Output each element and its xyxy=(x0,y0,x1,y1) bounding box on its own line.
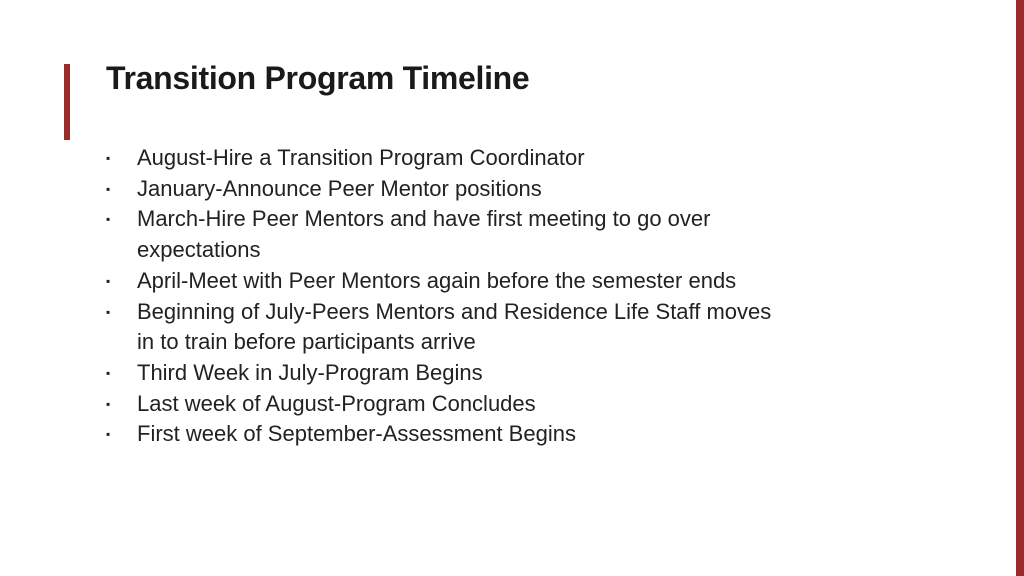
timeline-list xyxy=(106,143,786,450)
bullet-icon: ▪ xyxy=(106,427,111,442)
bullet-icon: ▪ xyxy=(106,304,111,319)
list-item xyxy=(106,174,786,205)
list-item-text: Beginning of July-Peers Mentors and Residence Life Staff moves in to train before participants arrive xyxy=(137,298,772,355)
list-item-text: First week of September-Assessment Begins xyxy=(137,421,576,447)
list-item-text: March-Hire Peer Mentors and have first meeting to go over expectations xyxy=(137,206,711,263)
bullet-icon: ▪ xyxy=(106,151,111,165)
bullet-icon: ▪ xyxy=(106,396,111,411)
bullet-icon: ▪ xyxy=(106,365,111,380)
list-item xyxy=(106,204,786,265)
list-item xyxy=(106,297,786,358)
list-item-text: January-Announce Peer Mentor positions xyxy=(137,175,542,201)
list-item-text: Third Week in July-Program Begins xyxy=(137,359,483,385)
list-item xyxy=(106,419,786,450)
list-item-text: August-Hire a Transition Program Coordinator xyxy=(137,145,585,170)
bullet-icon: ▪ xyxy=(106,212,111,227)
slide-title: Transition Program Timeline xyxy=(106,60,530,96)
list-item xyxy=(106,358,786,389)
list-item xyxy=(106,266,786,297)
list-item-text: April-Meet with Peer Mentors again before the semester ends xyxy=(137,267,737,293)
bullet-icon: ▪ xyxy=(106,273,111,288)
list-item xyxy=(106,389,786,420)
list-item-text: Last week of August-Program Concludes xyxy=(137,390,536,416)
slide-edge-bar xyxy=(1016,0,1024,576)
list-item xyxy=(106,143,786,174)
title-accent-bar xyxy=(64,64,70,140)
bullet-icon: ▪ xyxy=(106,181,111,196)
